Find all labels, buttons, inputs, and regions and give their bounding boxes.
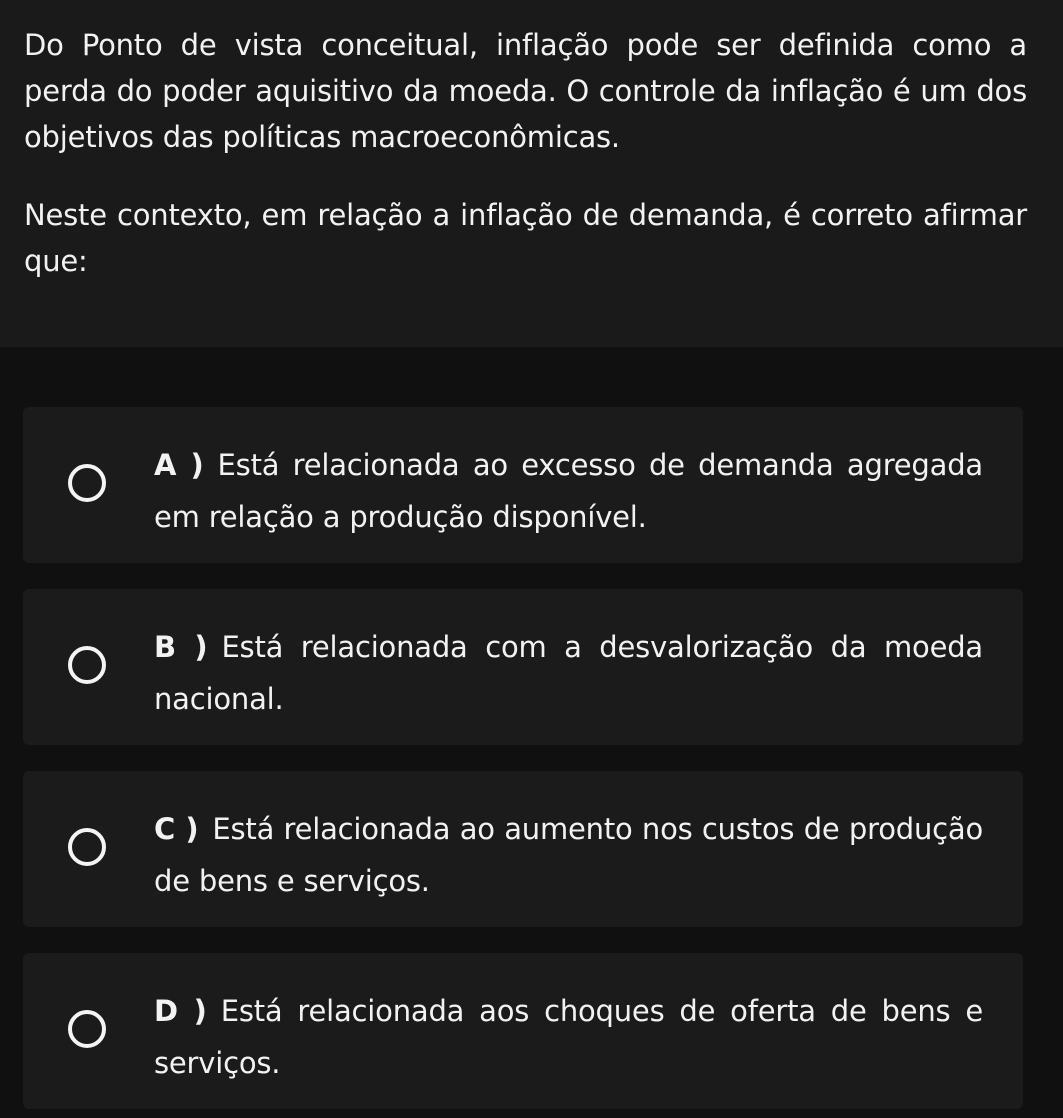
question-paragraph-2: Neste contexto, em relação a inflação de demanda, é correto afirmar que: (24, 198, 1027, 278)
radio-button-d[interactable] (68, 1010, 106, 1048)
option-d-text: Está relacionada aos choques de oferta de bens e serviços. (154, 994, 983, 1080)
option-a[interactable] (23, 407, 1023, 563)
option-b-text-block (154, 621, 983, 725)
option-c[interactable] (23, 771, 1023, 927)
option-c-text: Está relacionada ao aumento nos custos de produção de bens e serviços. (154, 812, 983, 898)
option-b[interactable] (23, 589, 1023, 745)
option-d-letter: D ) (154, 994, 207, 1028)
question-panel (0, 0, 1063, 347)
option-b-text: Está relacionada com a desvalorização da moeda nacional. (154, 630, 984, 716)
radio-button-b[interactable] (68, 646, 106, 684)
radio-button-a[interactable] (68, 464, 106, 502)
option-b-letter: B ) (154, 630, 208, 664)
option-d[interactable] (23, 953, 1023, 1109)
radio-button-c[interactable] (68, 828, 106, 866)
option-a-text: Está relacionada ao excesso de demanda agregada em relação a produção disponível. (154, 448, 983, 534)
option-c-letter: C ) (154, 812, 199, 846)
option-a-letter: A ) (154, 448, 204, 482)
question-paragraph-1: Do Ponto de vista conceitual, inflação pode ser definida como a perda do poder aquisitivo da moeda. O controle da inflação é um dos objetivos das políticas macroeconômicas. (24, 28, 1027, 154)
option-c-text-block (154, 803, 983, 907)
option-d-text-block (154, 985, 983, 1089)
option-a-text-block (154, 439, 983, 543)
